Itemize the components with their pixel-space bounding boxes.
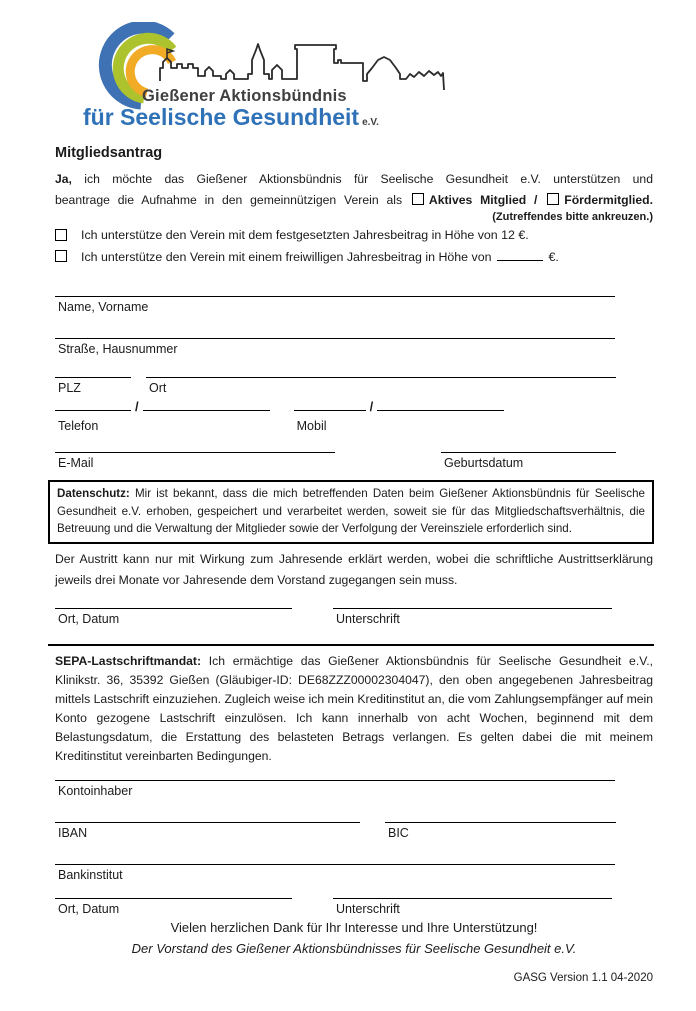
phone-mobile-field-row — [55, 395, 504, 433]
privacy-title: Datenschutz: — [57, 487, 130, 500]
mobile-prefix-line[interactable] — [294, 395, 366, 411]
sepa-section-divider — [48, 644, 654, 646]
phone-prefix-line[interactable] — [55, 395, 131, 411]
street-field-row — [55, 338, 615, 356]
zip-city-field-row — [55, 377, 616, 395]
closing-board: Der Vorstand des Gießener Aktionsbündnisses für Seelische Gesundheit e.V. — [131, 941, 577, 956]
bic-label: BIC — [388, 826, 409, 840]
mobile-number-line[interactable] — [377, 395, 504, 411]
closing-thanks: Vielen herzlichen Dank für Ihr Interesse und Ihre Unterstützung! — [170, 920, 538, 935]
phone-number-line[interactable] — [143, 395, 270, 411]
fixed-fee-label: Ich unterstütze den Verein mit dem festgesetzten Jahresbeitrag in Höhe von 12 €. — [81, 228, 529, 242]
birthdate-label: Geburtsdatum — [444, 456, 524, 470]
phone-field: / Telefon — [55, 395, 270, 433]
account-holder-field-row — [55, 780, 615, 798]
voluntary-fee-label: Ich unterstütze den Verein mit einem freiwilligen Jahresbeitrag in Höhe von €. — [81, 250, 559, 264]
fixed-fee-checkbox[interactable] — [55, 229, 67, 241]
signature-label-1: Unterschrift — [336, 612, 400, 626]
iban-bic-field-row — [55, 822, 616, 840]
intro-line1: Ja, ich möchte das Gießener Aktionsbündnis für Seelische Gesundheit e.V. unterstützen und — [55, 172, 653, 186]
fixed-fee-option — [55, 228, 653, 242]
supporting-member-checkbox[interactable] — [547, 193, 559, 205]
supporting-member-label: Fördermitglied. — [564, 193, 654, 207]
mobile-field: / Mobil — [294, 395, 505, 433]
iban-label: IBAN — [58, 826, 88, 840]
sepa-paragraph — [55, 652, 653, 766]
intro-lead: Ja, — [55, 172, 72, 186]
version-footer: GASG Version 1.1 04-2020 — [513, 972, 653, 984]
phone-label: Telefon — [58, 419, 99, 433]
form-title: Mitgliedsantrag — [55, 145, 163, 161]
withdrawal-paragraph: Der Austritt kann nur mit Wirkung zum Jahresende erklärt werden, wobei die schriftliche Austrittserklärung jeweils drei Monate vor Jahresende dem Vorstand zugegangen sein muss. — [55, 552, 653, 587]
signature-label-2: Unterschrift — [336, 902, 400, 916]
bank-institute-field-row — [55, 864, 615, 882]
privacy-text: Mir ist bekannt, dass die mich betreffenden Daten beim Gießener Aktionsbündnis für Seelische Gesundheit e.V. erhoben, gespeichert und verarbeitet werden, soweit sie für das Mitgliedschaftsverhältnis, die Betreuung und die Verwaltung der Mitglieder sowie der Verfolgung der Vereinsziele erforderlich sind. — [57, 487, 645, 535]
city-label: Ort — [149, 381, 167, 395]
active-member-label: Aktives Mitglied — [428, 193, 527, 207]
account-holder-label: Kontoinhaber — [58, 784, 133, 798]
org-name-blue-text: für Seelische Gesundheit — [83, 104, 360, 130]
place-date-label-1: Ort, Datum — [58, 612, 120, 626]
sepa-text: Ich ermächtige das Gießener Aktionsbündnis für Seelische Gesundheit e.V., Klinikstr. 36, 35392 Gießen (Gläubiger-ID: DE68ZZZ00002304047), den oben angegebenen Jahresbeitrag mittels Lastschrift einzuziehen. Zugleich weise ich mein Kreditinstitut an, die vom Zahlungsempfänger auf mein Konto gezogene Lastschrift einzulösen. Ich kann innerhalb von acht Wochen, beginnend mit dem Belastungsdatum, die Erstattung des belasteten Betrags verlangen. Es gelten dabei die mit meinem Kreditinstitut vereinbarten Bedingungen. — [55, 654, 653, 763]
privacy-notice-box — [48, 480, 654, 544]
email-birthdate-field-row — [55, 452, 616, 470]
org-name-line1: Gießener Aktionsbündnis — [142, 87, 347, 105]
name-label: Name, Vorname — [58, 300, 149, 314]
signature-row-2 — [55, 898, 612, 916]
zip-label: PLZ — [58, 381, 81, 395]
voluntary-amount-field[interactable] — [497, 249, 543, 261]
active-member-checkbox[interactable] — [412, 193, 424, 205]
org-name-line2 — [83, 104, 379, 131]
city-skyline-icon — [160, 44, 444, 90]
street-label: Straße, Hausnummer — [58, 342, 178, 356]
signature-row-1 — [55, 608, 612, 626]
voluntary-fee-checkbox[interactable] — [55, 250, 67, 262]
name-field-row — [55, 296, 615, 314]
org-suffix: e.V. — [362, 117, 379, 128]
bank-institute-label: Bankinstitut — [58, 868, 123, 882]
mobile-label: Mobil — [296, 419, 327, 433]
voluntary-fee-option — [55, 249, 653, 264]
intro-line2: beantrage die Aufnahme in den gemeinnützigen Verein als Aktives Mitglied / Fördermitglied. — [55, 193, 654, 207]
place-date-label-2: Ort, Datum — [58, 902, 120, 916]
email-label: E-Mail — [58, 456, 94, 470]
sepa-title: SEPA-Lastschriftmandat: — [55, 654, 202, 668]
check-instruction-note: (Zutreffendes bitte ankreuzen.) — [492, 211, 653, 223]
